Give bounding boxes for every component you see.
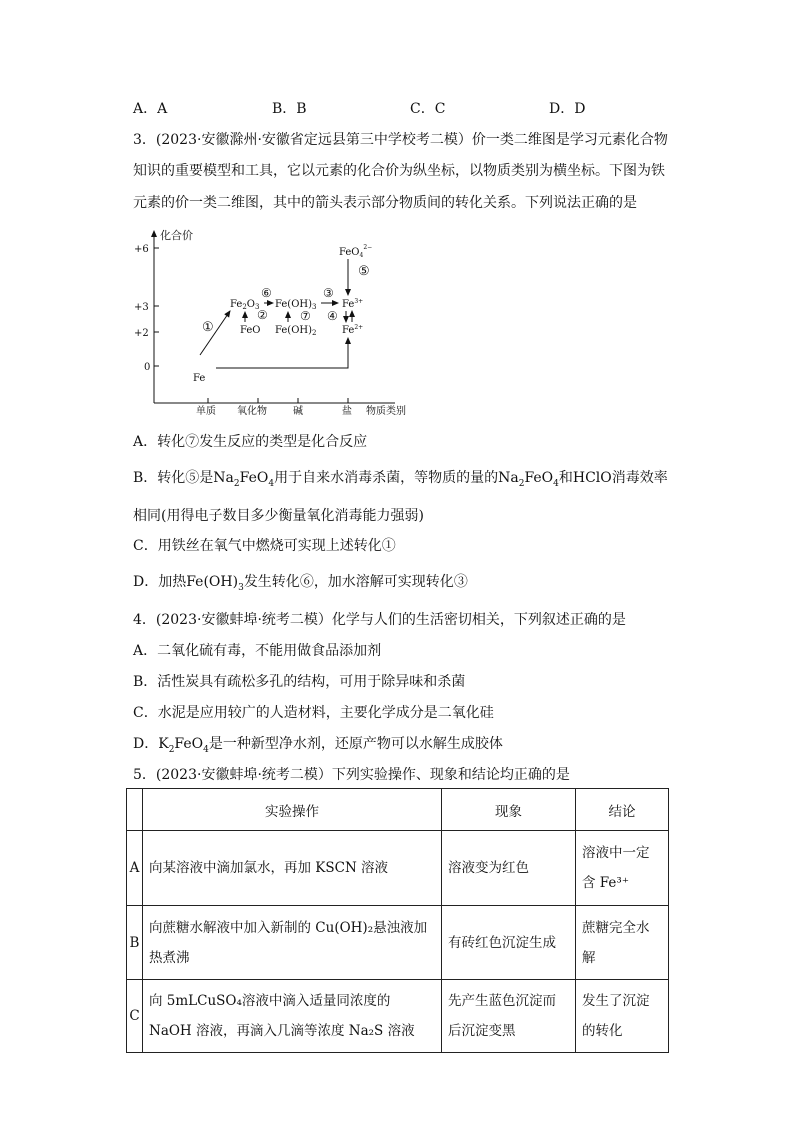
label-1: ① bbox=[202, 320, 214, 335]
row-b-phenomenon: 有砖红色沉淀生成 bbox=[442, 906, 576, 980]
x-tick-oxide: 氧化物 bbox=[237, 406, 267, 417]
label-7: ⑦ bbox=[300, 309, 311, 323]
q3-stem-line-1: 3．(2023·安徽滁州·安徽省定远县第三中学校考二模）价一类二维图是学习元素化合物 bbox=[133, 132, 668, 148]
q3-option-b-line-2: 相同(用得电子数目多少衡量氧化消毒能力强弱) bbox=[133, 508, 424, 524]
x-axis-title: 物质类别 bbox=[366, 406, 406, 417]
species-fe: Fe bbox=[193, 373, 206, 384]
species-feo: FeO bbox=[240, 325, 261, 336]
table-row bbox=[127, 980, 669, 1053]
row-a-phenomenon: 溶液变为红色 bbox=[442, 831, 576, 906]
species-feoh3: $Fe(OH)_3$ bbox=[275, 299, 317, 311]
q4-stem: 4．(2023·安徽蚌埠·统考二模）化学与人们的生活密切相关，下列叙述正确的是 bbox=[133, 612, 626, 628]
iron-valence-class-diagram bbox=[130, 225, 430, 425]
q3-stem-line-2: 知识的重要模型和工具，它以元素的化合价为纵坐标，以物质类别为横坐标。下图为铁 bbox=[133, 163, 665, 179]
row-b-label: B bbox=[127, 906, 143, 980]
row-c-phenomenon: 先产生蓝色沉淀而 后沉淀变黑 bbox=[442, 980, 576, 1053]
label-6: ⑥ bbox=[261, 286, 272, 300]
y-tick-plus2: +2 bbox=[134, 328, 149, 339]
x-tick-element: 单质 bbox=[196, 406, 216, 417]
y-tick-plus3: +3 bbox=[134, 302, 149, 313]
y-tick-plus6: +6 bbox=[134, 244, 149, 255]
q2-option-a: A．A bbox=[133, 101, 168, 117]
q2-option-b: B．B bbox=[272, 101, 307, 117]
species-feo4: FeO$_4^{2-}$ bbox=[339, 244, 373, 259]
q5-stem: 5．(2023·安徽蚌埠·统考二模）下列实验操作、现象和结论均正确的是 bbox=[133, 767, 570, 783]
q3-option-d: D．加热$Fe(OH)_3$发生转化⑥，加水溶解可实现转化③ bbox=[133, 574, 468, 593]
q3-option-a: A．转化⑦发生反应的类型是化合反应 bbox=[133, 434, 368, 450]
q3-option-b: B．转化⑤是$Na_2FeO_4$用于自来水消毒杀菌，等物质的量的$Na_2FeO_4$和HClO消毒效率 bbox=[133, 470, 668, 489]
row-b-operation: 向蔗糖水解液中加入新制的 Cu(OH)₂悬浊液加 热煮沸 bbox=[143, 906, 442, 980]
label-3: ③ bbox=[323, 286, 334, 300]
species-feoh2: $Fe(OH)_2$ bbox=[275, 325, 317, 337]
x-tick-base: 碱 bbox=[293, 406, 303, 417]
q5-experiment-table bbox=[126, 788, 669, 1053]
species-fe3: $Fe^{3+}$ bbox=[342, 298, 364, 310]
header-label bbox=[127, 789, 143, 831]
q4-option-a: A．二氧化硫有毒，不能用做食品添加剂 bbox=[133, 643, 382, 659]
row-a-conclusion: 溶液中一定 含 Fe³⁺ bbox=[576, 831, 669, 906]
y-tick-zero: 0 bbox=[144, 362, 151, 373]
species-fe2: $Fe^{2+}$ bbox=[342, 324, 364, 336]
x-tick-salt: 盐 bbox=[342, 406, 352, 417]
q2-option-d: D．D bbox=[549, 101, 586, 117]
label-5: ⑤ bbox=[358, 264, 370, 279]
row-c-label: C bbox=[127, 980, 143, 1053]
q4-option-b: B．活性炭具有疏松多孔的结构，可用于除异味和杀菌 bbox=[133, 674, 466, 690]
row-a-operation: 向某溶液中滴加氯水，再加 KSCN 溶液 bbox=[143, 831, 442, 906]
row-c-conclusion: 发生了沉淀 的转化 bbox=[576, 980, 669, 1053]
header-conclusion: 结论 bbox=[576, 789, 669, 831]
row-b-conclusion: 蔗糖完全水 解 bbox=[576, 906, 669, 980]
table-header-row bbox=[127, 789, 669, 831]
row-c-operation: 向 5mLCuSO₄溶液中滴入适量同浓度的 NaOH 溶液，再滴入几滴等浓度 Na₂S 溶液 bbox=[143, 980, 442, 1053]
row-a-label: A bbox=[127, 831, 143, 906]
q3-option-c: C．用铁丝在氧气中燃烧可实现上述转化① bbox=[133, 538, 396, 554]
q2-option-c: C．C bbox=[410, 101, 446, 117]
header-operation: 实验操作 bbox=[143, 789, 442, 831]
header-phenomenon: 现象 bbox=[442, 789, 576, 831]
q4-option-c: C．水泥是应用较广的人造材料，主要化学成分是二氧化硅 bbox=[133, 705, 494, 721]
arrow-fe-to-fe2 bbox=[216, 338, 348, 368]
y-axis-title: 化合价 bbox=[160, 229, 193, 242]
species-fe2o3: $Fe_2O_3$ bbox=[230, 299, 260, 311]
q3-stem-line-3: 元素的价一类二维图，其中的箭头表示部分物质间的转化关系。下列说法正确的是 bbox=[133, 195, 637, 211]
label-4: ④ bbox=[327, 309, 338, 323]
q4-option-d: D．$K_2FeO_4$是一种新型净水剂，还原产物可以水解生成胶体 bbox=[133, 736, 503, 755]
table-row bbox=[127, 831, 669, 906]
label-2: ② bbox=[257, 308, 268, 322]
table-row bbox=[127, 906, 669, 980]
